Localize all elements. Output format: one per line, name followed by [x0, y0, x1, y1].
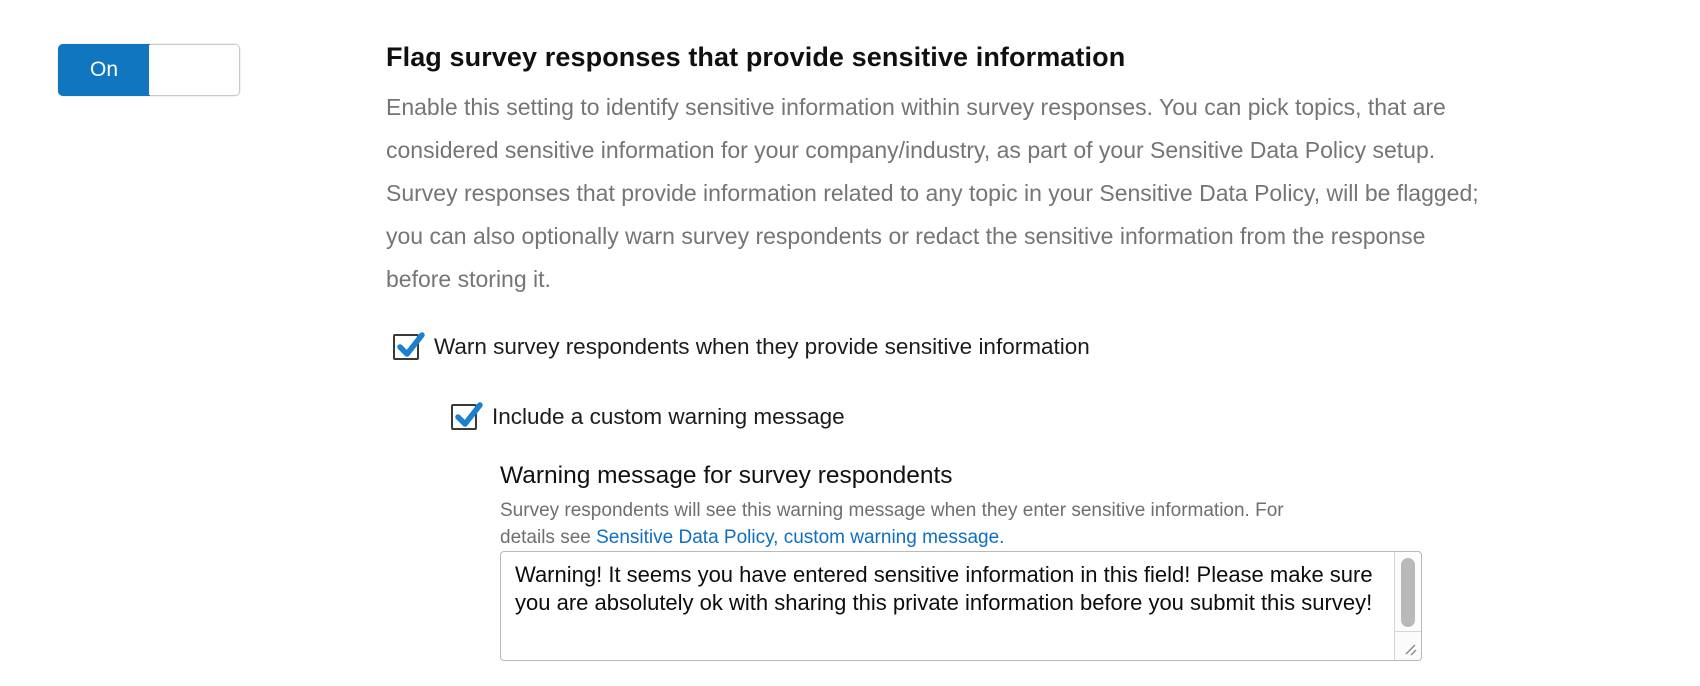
- setting-description: Enable this setting to identify sensitive information within survey responses. You can pick topics, that are considered sensitive information for your company/industry, as part of your Sensitive Data Policy setup. Survey responses that provide information related to any topic in your Sensitive Data Policy, will be flagged; you can also optionally warn survey respondents or redact the sensitive information from the response before storing it.: [386, 94, 1479, 292]
- warn-respondents-label[interactable]: Warn survey respondents when they provide sensitive information: [434, 334, 1090, 359]
- toggle-on-segment[interactable]: [58, 44, 150, 96]
- warning-message-title: Warning message for survey respondents: [500, 462, 953, 489]
- resize-grip-icon: [1403, 642, 1418, 657]
- warning-message-field[interactable]: [500, 551, 1422, 661]
- custom-message-checkbox[interactable]: [451, 404, 477, 430]
- setting-title: Flag survey responses that provide sensitive information: [386, 42, 1126, 72]
- warning-message-description: [500, 497, 1480, 551]
- checkmark-icon: [453, 400, 484, 431]
- scrollbar-thumb[interactable]: [1401, 558, 1415, 627]
- toggle-on-label: On: [89, 58, 118, 81]
- warn-respondents-checkbox[interactable]: [393, 334, 419, 360]
- custom-message-row[interactable]: [451, 404, 845, 430]
- warning-message-textarea[interactable]: [501, 552, 1395, 660]
- warn-respondents-row[interactable]: [393, 334, 1090, 360]
- custom-message-label[interactable]: Include a custom warning message: [492, 404, 845, 429]
- warning-desc-line2-suffix: .: [999, 527, 1005, 548]
- sensitive-info-toggle[interactable]: [58, 44, 240, 96]
- warning-desc-line2-prefix: details see: [500, 527, 597, 548]
- textarea-scrollbar[interactable]: [1394, 552, 1421, 660]
- toggle-off-segment[interactable]: [149, 45, 239, 95]
- warning-desc-line1: Survey respondents will see this warning message when they enter sensitive information. For: [500, 500, 1284, 521]
- checkmark-icon: [395, 330, 426, 361]
- textarea-resize-handle[interactable]: [1395, 631, 1421, 660]
- sensitive-data-policy-link[interactable]: Sensitive Data Policy, custom warning message: [596, 527, 1000, 548]
